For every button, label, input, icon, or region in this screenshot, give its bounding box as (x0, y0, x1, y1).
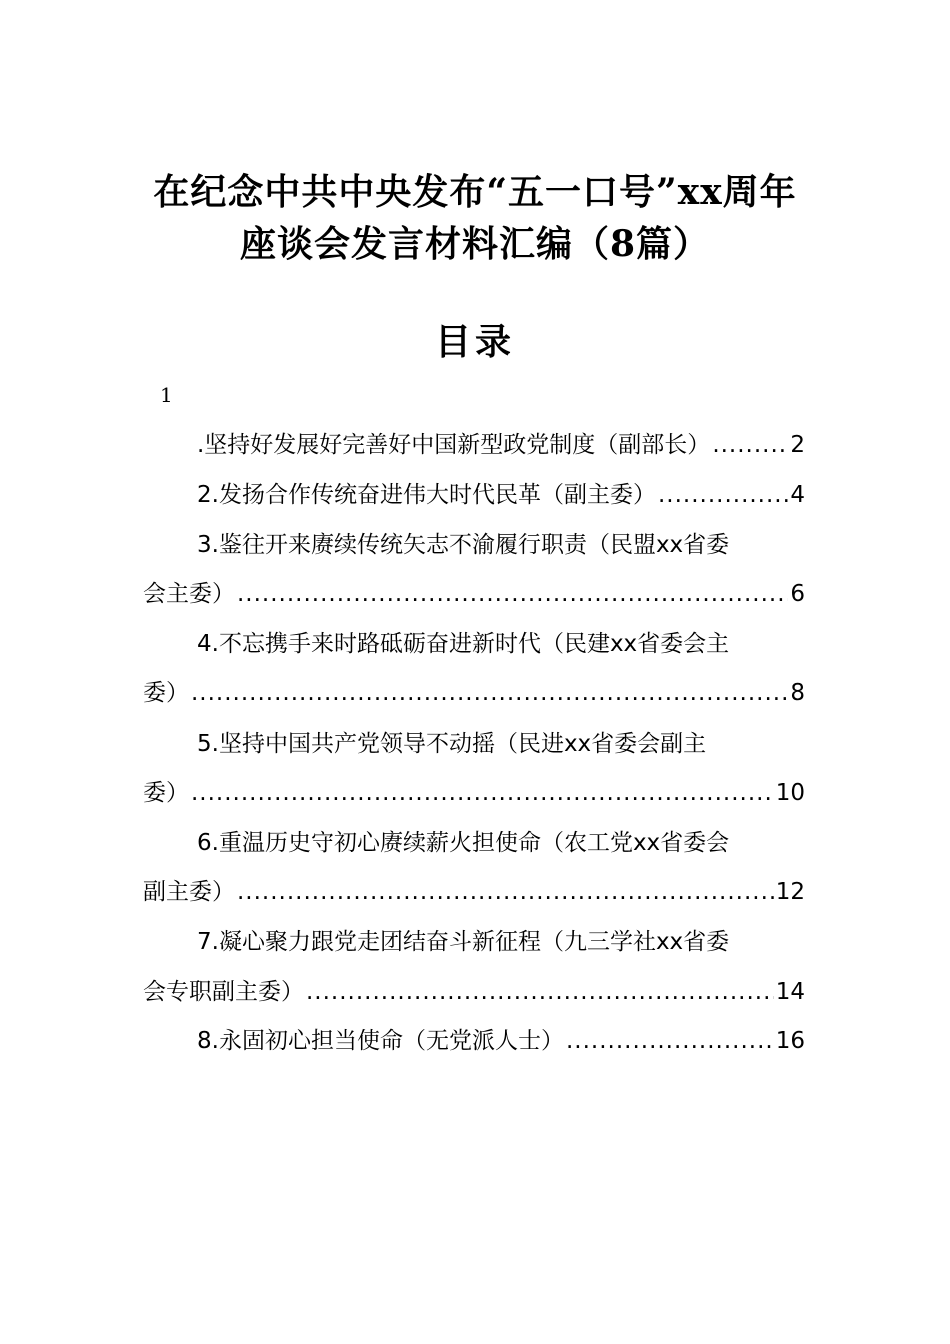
toc-entry-3[interactable] (143, 523, 805, 567)
toc-entry-6-continuation[interactable] (143, 870, 805, 914)
toc-entry-page: 14 (775, 979, 805, 1005)
toc-entry-4[interactable] (143, 622, 805, 666)
toc-entry-title: .坚持好发展好完善好中国新型政党制度（副部长） (197, 432, 711, 458)
toc-entry-title: 6.重温历史守初心赓续薪火担使命（农工党xx省委会 (197, 830, 730, 856)
toc-entry-title: 4.不忘携手来时路砥砺奋进新时代（民建xx省委会主 (197, 631, 730, 657)
toc-entry-title-continuation: 副主委） (143, 879, 235, 905)
toc-entry-page: 12 (775, 879, 805, 905)
toc-leader-dots (712, 423, 788, 467)
toc-entry-3-continuation[interactable] (143, 572, 805, 616)
toc-entry-title: 5.坚持中国共产党领导不动摇（民进xx省委会副主 (197, 731, 707, 757)
toc-entry-6[interactable] (143, 821, 805, 865)
toc-entry-page: 2 (790, 432, 805, 458)
toc-leader-dots (566, 1019, 774, 1063)
toc-entry-title-continuation: 会主委） (143, 581, 235, 607)
toc-heading: 目录 (434, 321, 515, 363)
toc-entry-title-continuation: 会专职副主委） (143, 979, 304, 1005)
toc-entry-title: 8.永固初心担当使命（无党派人士） (197, 1028, 564, 1054)
toc-entry-8[interactable] (143, 1019, 805, 1063)
document-title-line1: 在纪念中共中央发布“五一口号”xx周年 (153, 171, 797, 213)
toc-entry-page: 16 (775, 1028, 805, 1054)
toc-entry-page: 4 (790, 482, 805, 508)
toc-entry-title: 7.凝心聚力跟党走团结奋斗新征程（九三学社xx省委 (197, 929, 730, 955)
toc-entry-5-continuation[interactable] (143, 771, 805, 815)
toc-entry-7[interactable] (143, 920, 805, 964)
toc-leader-dots (237, 572, 788, 616)
toc-leader-dots (237, 870, 774, 914)
toc-leader-dots (191, 671, 788, 715)
toc-entry-title-continuation: 委） (143, 680, 189, 706)
page-marker: 1 (160, 383, 173, 407)
toc-entry-5[interactable] (143, 722, 805, 766)
toc-entry-page: 8 (790, 680, 805, 706)
document-title-line2: 座谈会发言材料汇编（8篇） (239, 223, 711, 265)
toc-entry-title-continuation: 委） (143, 780, 189, 806)
toc-entry-page: 10 (775, 780, 805, 806)
toc-leader-dots (658, 473, 788, 517)
toc-entry-1[interactable] (143, 423, 805, 467)
toc-entry-title: 3.鉴往开来赓续传统矢志不渝履行职责（民盟xx省委 (197, 532, 730, 558)
toc-leader-dots (191, 771, 774, 815)
toc-entry-7-continuation[interactable] (143, 970, 805, 1014)
toc-leader-dots (306, 970, 774, 1014)
toc-entry-4-continuation[interactable] (143, 671, 805, 715)
toc-entry-title: 2.发扬合作传统奋进伟大时代民革（副主委） (197, 482, 656, 508)
toc-entry-2[interactable] (143, 473, 805, 517)
toc-entry-page: 6 (790, 581, 805, 607)
